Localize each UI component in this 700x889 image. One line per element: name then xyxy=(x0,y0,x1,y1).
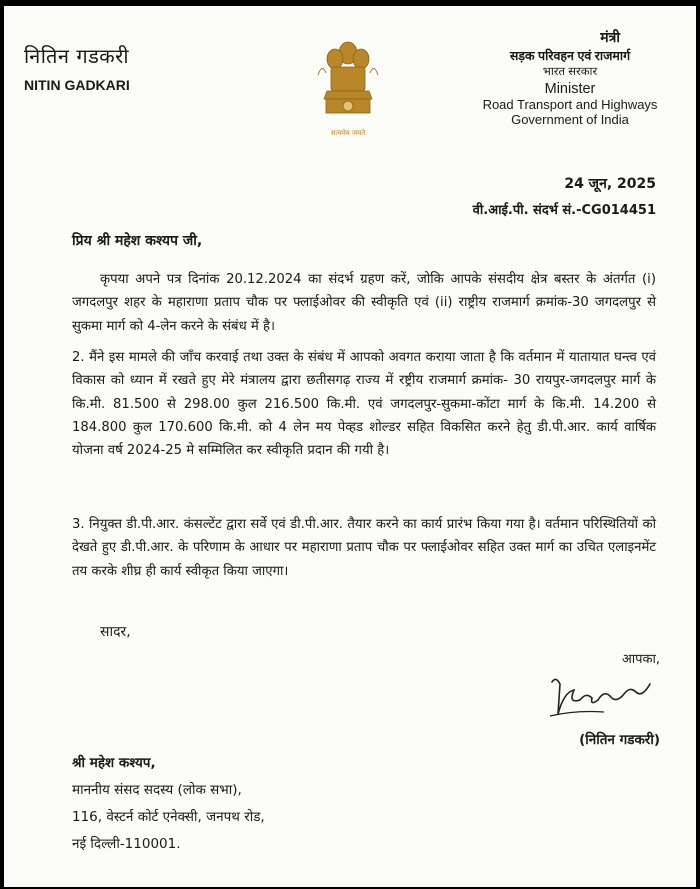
sender-name-block xyxy=(24,42,130,93)
letter-page xyxy=(4,6,696,887)
sender-name-hindi: नितिन गडकरी xyxy=(24,44,129,68)
salutation: प्रिय श्री महेश कश्यप जी, xyxy=(72,233,203,249)
designation-hindi: मंत्री xyxy=(600,29,620,45)
national-emblem-icon xyxy=(316,33,380,145)
body-paragraph-3: 3. नियुक्त डी.पी.आर. कंसल्टेंट द्वारा सर्वे एवं डी.पी.आर. तैयार करने का कार्य प्रारंभ किया गया है। वर्तमान परिस्थितियों को देखते हुए डी.पी.आर. के परिणाम के आधार पर महाराणा प्रताप चौक पर फ्लाईओवर सहित उक्त मार्ग का उचित एलाइनमेंट तय करके शीघ्र ही कार्य स्वीकृत किया जाएगा। xyxy=(72,517,656,579)
addressee-line-1: माननीय संसद सदस्य (लोक सभा), xyxy=(72,782,242,798)
addressee-block xyxy=(72,750,265,858)
emblem-motto: सत्यमेव जयते xyxy=(330,129,366,137)
ministry-english: Road Transport and Highways xyxy=(482,97,658,112)
government-hindi: भारत सरकार xyxy=(542,66,598,78)
signature-image xyxy=(546,670,656,722)
addressee-name: श्री महेश कश्यप, xyxy=(72,755,156,771)
addressee-line-3: नई दिल्ली-110001. xyxy=(72,836,181,852)
yours-sincerely: आपका, xyxy=(621,652,660,667)
reference-number: वी.आई.पी. संदर्भ सं.-CG014451 xyxy=(472,203,656,218)
designation-english: Minister xyxy=(544,81,596,97)
designation-block xyxy=(470,28,670,127)
government-english: Government of India xyxy=(511,112,629,127)
letter-date: 24 जून, 2025 xyxy=(564,176,656,192)
body-paragraph-1: कृपया अपने पत्र दिनांक 20.12.2024 का संदर्भ ग्रहण करें, जोकि आपके संसदीय क्षेत्र बस्तर के अंतर्गत (i) जगदलपुर शहर के महाराणा प्रताप चौक पर फ्लाईओवर की स्वीकृति एवं (ii) राष्ट्रीय राजमार्ग क्रमांक-30 जगदलपुर से सुकमा मार्ग को 4-लेन करने के संबंध में है। xyxy=(72,272,656,334)
ministry-hindi: सड़क परिवहन एवं राजमार्ग xyxy=(509,49,631,63)
body-paragraph-2: 2. मैंने इस मामले की जाँच करवाई तथा उक्त के संबंध में आपको अवगत कराया जाता है कि वर्तमान में यातायात घन्त्व एवं विकास को ध्यान में रखते हुए मेरे मंत्रालय द्वारा छतीसगढ़ राज्य में रष्ट्रीय राजमार्ग क्रमांक- 30 रायपुर-जगदलपुर मार्ग के कि.मी. 81.500 से 298.00 कुल 216.500 कि.मी. एवं जगदलपुर-सुकमा-कोंटा मार्ग के कि.मी. 14.200 से 184.800 कुल 170.600 कि.मी. को 4 लेन मय पेव्हड शोल्डर सहित विकसित करने हेतु डी.पी.आर. कार्य वार्षिक योजना वर्ष 2024-25 मे सम्मिलित कर स्वीकृति प्रदान की गयी है। xyxy=(72,350,656,459)
addressee-line-2: 116, वेस्टर्न कोर्ट एनेक्सी, जनपथ रोड, xyxy=(72,809,265,825)
sender-name-english: NITIN GADKARI xyxy=(24,77,130,93)
closing: सादर, xyxy=(100,624,131,640)
signatory-name: (नितिन गडकरी) xyxy=(579,732,660,748)
